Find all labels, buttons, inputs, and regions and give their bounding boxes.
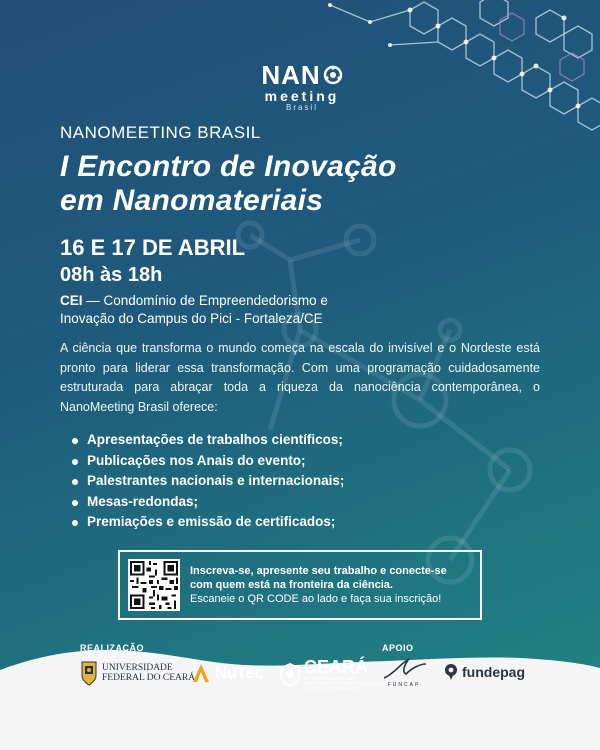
ufc-crest-icon — [80, 660, 98, 686]
molecule-o-icon — [323, 65, 343, 85]
ceara-sub1: GOVERNO DO ESTADO — [304, 676, 355, 681]
ceara-logo — [279, 658, 391, 691]
logo-nano-text: NAN — [261, 60, 321, 90]
registration-box — [118, 550, 482, 620]
ufc-logo — [80, 660, 195, 686]
ceara-seal-icon — [279, 662, 301, 688]
ceara-sub3: E EDUCAÇÃO SUPERIOR — [304, 686, 359, 691]
funcap-text: FUNCAP — [387, 682, 421, 688]
offering-item: Apresentações de trabalhos científicos; — [72, 430, 344, 451]
ufc-line2: FEDERAL DO CEARÁ — [102, 673, 196, 683]
qr-code[interactable] — [128, 559, 180, 611]
nutec-logo — [190, 660, 263, 686]
ceara-text: CEARÁ — [304, 657, 369, 677]
cta-line3: Escaneie o QR CODE ao lado e faça sua inscrição! — [190, 593, 442, 605]
ufc-line1: UNIVERSIDADE — [102, 663, 173, 673]
offerings-list — [72, 430, 344, 533]
event-title — [60, 150, 397, 218]
funcap-swoosh-icon — [380, 656, 428, 682]
offering-item: Mesas-redondas; — [72, 492, 344, 513]
nutec-mark-icon — [190, 660, 212, 686]
event-eyebrow: NANOMEETING BRASIL — [60, 123, 261, 142]
event-venue — [60, 292, 480, 328]
logo-meeting-text: meeting — [264, 88, 340, 104]
offering-item: Palestrantes nacionais e internacionais; — [72, 471, 344, 492]
apoio-label: APOIO — [382, 643, 414, 653]
nanomeeting-logo — [252, 62, 352, 112]
venue-line1: — Condomínio de Empreendedorismo e — [82, 293, 328, 308]
offering-item: Premiações e emissão de certificados; — [72, 512, 344, 533]
venue-code: CEI — [60, 293, 83, 308]
event-time: 08h às 18h — [60, 264, 163, 286]
fundepag-text: fundepag — [462, 664, 525, 680]
funcap-logo — [380, 656, 428, 688]
ceara-sub2: SECRETARIA DA CIÊNCIA, TECNOLOGIA — [304, 681, 391, 686]
registration-text — [190, 564, 447, 606]
event-title-line1: I Encontro de Inovação — [60, 150, 397, 183]
offering-item: Publicações nos Anais do evento; — [72, 451, 344, 472]
logo-brasil-text: Brasil — [285, 103, 318, 112]
cta-line2: com quem está na fronteira da ciência. — [190, 579, 393, 591]
event-description: A ciência que transforma o mundo começa na escala do invisível e o Nordeste está pronto para liderar essa transformação. Com uma programação cuidadosamente estruturada para abraçar toda a riqueza da nanociência contemporânea, o NanoMeeting Brasil oferece: — [60, 341, 540, 414]
realizacao-label: REALIZAÇÃO — [80, 643, 144, 653]
fundepag-mark-icon — [443, 663, 459, 681]
fundepag-logo — [443, 663, 525, 681]
nutec-text: NuTec — [215, 663, 264, 682]
cta-line1: Inscreva-se, apresente seu trabalho e conecte-se — [190, 565, 447, 577]
event-title-line2: em Nanomateriais — [60, 184, 324, 217]
event-date: 16 E 17 DE ABRIL — [60, 235, 246, 260]
venue-line2: Inovação do Campus do Pici - Fortaleza/CE — [60, 311, 323, 326]
